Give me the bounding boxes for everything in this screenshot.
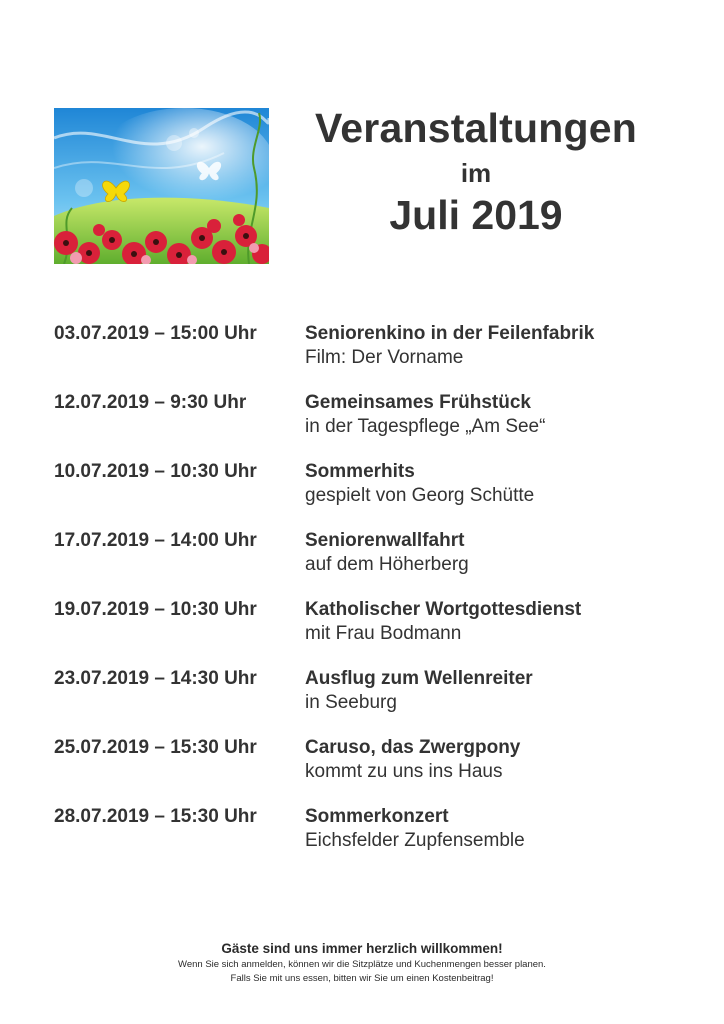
footer [0,940,724,986]
event-title: Seniorenkino in der Feilenfabrik [305,323,595,344]
event-subtitle: Film: Der Vorname [305,347,464,368]
event-title: Sommerhits [305,461,415,482]
event-item [54,458,674,527]
event-item [54,734,674,803]
event-date: 28.07.2019 – 15:30 Uhr [54,806,257,827]
event-title: Ausflug zum Wellenreiter [305,668,533,689]
footer-note-registration: Wenn Sie sich anmelden, können wir die Sitzplätze und Kuchenmengen besser planen. [178,959,546,970]
footer-note-cost: Falls Sie mit uns essen, bitten wir Sie um einen Kostenbeitrag! [230,973,494,984]
event-date: 23.07.2019 – 14:30 Uhr [54,668,257,689]
event-item [54,320,674,389]
event-subtitle: mit Frau Bodmann [305,623,462,644]
event-subtitle: gespielt von Georg Schütte [305,485,535,506]
event-item [54,596,674,665]
event-date: 17.07.2019 – 14:00 Uhr [54,530,257,551]
event-subtitle: in Seeburg [305,692,397,713]
title-veranstaltungen: Veranstaltungen [315,105,637,151]
event-subtitle: in der Tagespflege „Am See“ [305,416,546,437]
event-title: Seniorenwallfahrt [305,530,465,551]
title-month-year: Juli 2019 [389,192,563,238]
page-title [282,104,670,240]
event-date: 10.07.2019 – 10:30 Uhr [54,461,257,482]
event-subtitle: Eichsfelder Zupfensemble [305,830,525,851]
event-title: Katholischer Wortgottesdienst [305,599,582,620]
event-date: 12.07.2019 – 9:30 Uhr [54,392,247,413]
event-subtitle: auf dem Höherberg [305,554,469,575]
footer-welcome: Gäste sind uns immer herzlich willkommen! [221,941,503,956]
event-list [54,320,674,872]
event-date: 19.07.2019 – 10:30 Uhr [54,599,257,620]
event-date: 03.07.2019 – 15:00 Uhr [54,323,257,344]
title-im: im [460,158,492,188]
summer-meadow-image [54,108,269,264]
event-title: Caruso, das Zwergpony [305,737,521,758]
event-item [54,665,674,734]
event-item [54,803,674,872]
event-date: 25.07.2019 – 15:30 Uhr [54,737,257,758]
event-item [54,389,674,458]
event-title: Gemeinsames Frühstück [305,392,531,413]
event-item [54,527,674,596]
event-title: Sommerkonzert [305,806,449,827]
event-subtitle: kommt zu uns ins Haus [305,761,503,782]
